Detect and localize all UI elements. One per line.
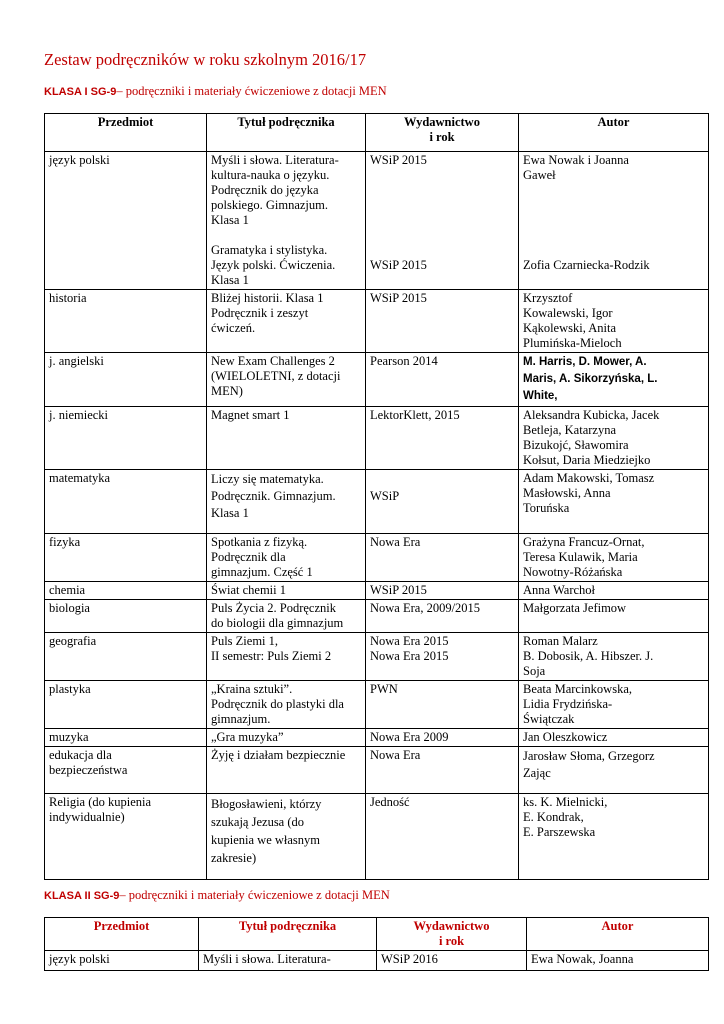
header-przedmiot: Przedmiot bbox=[45, 114, 207, 152]
table-row bbox=[45, 794, 709, 880]
cell-autor: Ewa Nowak, Joanna bbox=[527, 951, 709, 971]
cell-wydawnictwo: LektorKlett, 2015 bbox=[366, 407, 519, 470]
table-row bbox=[45, 152, 709, 290]
cell-wydawnictwo: WSiP 2015 bbox=[366, 582, 519, 600]
cell-przedmiot: edukacja dla bezpieczeństwa bbox=[45, 747, 207, 794]
table-row bbox=[45, 353, 709, 407]
header-przedmiot: Przedmiot bbox=[45, 918, 199, 951]
page-title: Zestaw podręczników w roku szkolnym 2016/17 bbox=[44, 50, 367, 69]
cell-tytul: Błogosławieni, którzy szukają Jezusa (do kupienia we własnym zakresie) bbox=[207, 794, 366, 880]
cell-autor: Beata Marcinkowska, Lidia Frydzińska- Świątczak bbox=[519, 681, 709, 729]
cell-tytul: „Gra muzyka” bbox=[207, 729, 366, 747]
cell-wydawnictwo: Nowa Era 2015 Nowa Era 2015 bbox=[366, 633, 519, 681]
cell-autor: Anna Warchoł bbox=[519, 582, 709, 600]
header-autor: Autor bbox=[519, 114, 709, 152]
cell-przedmiot: biologia bbox=[45, 600, 207, 633]
klasa1-table bbox=[44, 113, 709, 880]
cell-przedmiot: Religia (do kupienia indywidualnie) bbox=[45, 794, 207, 880]
header-wydawnictwo: Wydawnictwo i rok bbox=[377, 918, 527, 951]
cell-autor: ks. K. Mielnicki, E. Kondrak, E. Parszewska bbox=[519, 794, 709, 880]
cell-tytul: Żyję i działam bezpiecznie bbox=[207, 747, 366, 794]
table-row bbox=[45, 534, 709, 582]
cell-przedmiot: geografia bbox=[45, 633, 207, 681]
cell-autor: M. Harris, D. Mower, A. Maris, A. Sikorzyńska, L. White, bbox=[519, 353, 709, 407]
cell-tytul: Bliżej historii. Klasa 1 Podręcznik i zeszyt ćwiczeń. bbox=[207, 290, 366, 353]
cell-autor: Grażyna Francuz-Ornat, Teresa Kulawik, Maria Nowotny-Różańska bbox=[519, 534, 709, 582]
table-header-row bbox=[45, 918, 709, 951]
table-row bbox=[45, 633, 709, 681]
cell-tytul: Puls Ziemi 1, II semestr: Puls Ziemi 2 bbox=[207, 633, 366, 681]
table-row bbox=[45, 729, 709, 747]
cell-wydawnictwo: WSiP 2015 bbox=[366, 290, 519, 353]
klasa1-desc: – podręczniki i materiały ćwiczeniowe z dotacji MEN bbox=[116, 84, 387, 98]
cell-autor: Jan Oleszkowicz bbox=[519, 729, 709, 747]
cell-przedmiot: język polski bbox=[45, 951, 199, 971]
klasa1-code: KLASA I SG-9 bbox=[44, 86, 117, 98]
cell-autor: Krzysztof Kowalewski, Igor Kąkolewski, Anita Plumińska-Mieloch bbox=[519, 290, 709, 353]
cell-tytul: Spotkania z fizyką. Podręcznik dla gimnazjum. Część 1 bbox=[207, 534, 366, 582]
table-row bbox=[45, 470, 709, 534]
cell-wydawnictwo: WSiP 2016 bbox=[377, 951, 527, 971]
cell-autor: Aleksandra Kubicka, Jacek Betleja, Katarzyna Bizukojć, Sławomira Kołsut, Daria Miedziejko bbox=[519, 407, 709, 470]
cell-wydawnictwo: WSiP bbox=[366, 470, 519, 534]
cell-przedmiot: j. angielski bbox=[45, 353, 207, 407]
cell-przedmiot: j. niemiecki bbox=[45, 407, 207, 470]
klasa2-table bbox=[44, 917, 709, 971]
cell-tytul: Świat chemii 1 bbox=[207, 582, 366, 600]
cell-wydawnictwo: WSiP 2015 WSiP 2015 bbox=[366, 152, 519, 290]
cell-przedmiot: fizyka bbox=[45, 534, 207, 582]
header-tytul: Tytuł podręcznika bbox=[207, 114, 366, 152]
table-row bbox=[45, 290, 709, 353]
table-row bbox=[45, 407, 709, 470]
cell-przedmiot: język polski bbox=[45, 152, 207, 290]
header-wydawnictwo: Wydawnictwo i rok bbox=[366, 114, 519, 152]
klasa2-desc: – podręczniki i materiały ćwiczeniowe z dotacji MEN bbox=[119, 888, 390, 902]
table-row bbox=[45, 582, 709, 600]
cell-tytul: „Kraina sztuki”. Podręcznik do plastyki dla gimnazjum. bbox=[207, 681, 366, 729]
klasa2-code: KLASA II SG-9 bbox=[44, 890, 120, 902]
cell-tytul: Myśli i słowa. Literatura- kultura-nauka o języku. Podręcznik do języka polskiego. Gimnazjum. Klasa 1 Gramatyka i stylistyka. Język polski. Ćwiczenia. Klasa 1 bbox=[207, 152, 366, 290]
header-autor: Autor bbox=[527, 918, 709, 951]
cell-przedmiot: chemia bbox=[45, 582, 207, 600]
cell-wydawnictwo: Jedność bbox=[366, 794, 519, 880]
table-row bbox=[45, 951, 709, 971]
cell-wydawnictwo: PWN bbox=[366, 681, 519, 729]
cell-tytul: Puls Życia 2. Podręcznik do biologii dla gimnazjum bbox=[207, 600, 366, 633]
cell-autor: Małgorzata Jefimow bbox=[519, 600, 709, 633]
cell-autor: Roman Malarz B. Dobosik, A. Hibszer. J. Soja bbox=[519, 633, 709, 681]
cell-przedmiot: matematyka bbox=[45, 470, 207, 534]
cell-wydawnictwo: Nowa Era, 2009/2015 bbox=[366, 600, 519, 633]
cell-wydawnictwo: Nowa Era bbox=[366, 534, 519, 582]
cell-autor: Jarosław Słoma, Grzegorz Zając bbox=[519, 747, 709, 794]
table-row bbox=[45, 747, 709, 794]
cell-autor: Adam Makowski, Tomasz Masłowski, Anna Toruńska bbox=[519, 470, 709, 534]
table-row bbox=[45, 600, 709, 633]
table-header-row bbox=[45, 114, 709, 152]
cell-tytul: Liczy się matematyka. Podręcznik. Gimnazjum. Klasa 1 bbox=[207, 470, 366, 534]
cell-autor: Ewa Nowak i Joanna Gaweł Zofia Czarniecka-Rodzik bbox=[519, 152, 709, 290]
cell-przedmiot: historia bbox=[45, 290, 207, 353]
cell-wydawnictwo: Pearson 2014 bbox=[366, 353, 519, 407]
cell-wydawnictwo: Nowa Era bbox=[366, 747, 519, 794]
cell-przedmiot: muzyka bbox=[45, 729, 207, 747]
cell-tytul: New Exam Challenges 2 (WIELOLETNI, z dotacji MEN) bbox=[207, 353, 366, 407]
cell-wydawnictwo: Nowa Era 2009 bbox=[366, 729, 519, 747]
header-tytul: Tytuł podręcznika bbox=[199, 918, 377, 951]
klasa1-heading bbox=[44, 84, 387, 99]
cell-tytul: Magnet smart 1 bbox=[207, 407, 366, 470]
cell-przedmiot: plastyka bbox=[45, 681, 207, 729]
klasa2-heading bbox=[44, 888, 390, 903]
table-row bbox=[45, 681, 709, 729]
cell-tytul: Myśli i słowa. Literatura- bbox=[199, 951, 377, 971]
